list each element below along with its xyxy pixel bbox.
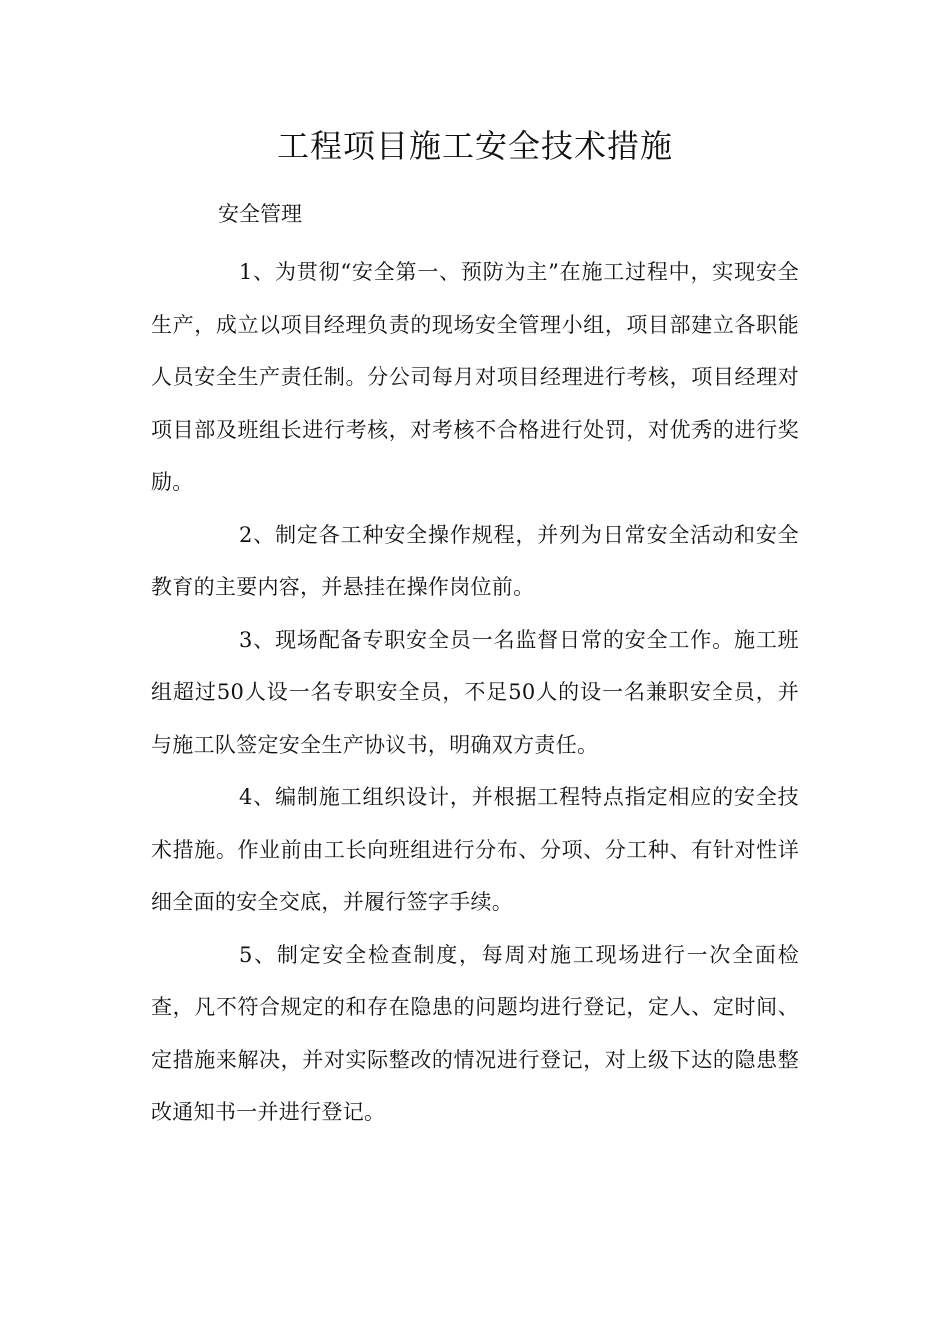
paragraph-1: 1、为贯彻“安全第一、预防为主”在施工过程中，实现安全生产，成立以项目经理负责的现场安全管理小组，项目部建立各职能人员安全生产责任制。分公司每月对项目经理进行考核，项目经理对项目部及班组长进行考核，对考核不合格进行处罚，对优秀的进行奖励。 — [151, 260, 799, 494]
paragraph-4: 4、编制施工组织设计，并根据工程特点指定相应的安全技术措施。作业前由工长向班组进行分布、分项、分工种、有针对性详细全面的安全交底，并履行签字手续。 — [151, 785, 799, 914]
document-title: 工程项目施工安全技术措施 — [276, 127, 673, 165]
paragraph-5: 5、制定安全检查制度，每周对施工现场进行一次全面检查，凡不符合规定的和存在隐患的问题均进行登记，定人、定时间、定措施来解决，并对实际整改的情况进行登记，对上级下达的隐患整改通知书一并进行登记。 — [151, 942, 799, 1124]
section-heading: 安全管理 — [218, 202, 302, 226]
document-body — [151, 246, 799, 1139]
paragraph-2: 2、制定各工种安全操作规程，并列为日常安全活动和安全教育的主要内容，并悬挂在操作岗位前。 — [151, 522, 799, 599]
paragraph-3: 3、现场配备专职安全员一名监督日常的安全工作。施工班组超过50人设一名专职安全员，不足50人的设一名兼职安全员，并与施工队签定安全生产协议书，明确双方责任。 — [151, 627, 799, 757]
